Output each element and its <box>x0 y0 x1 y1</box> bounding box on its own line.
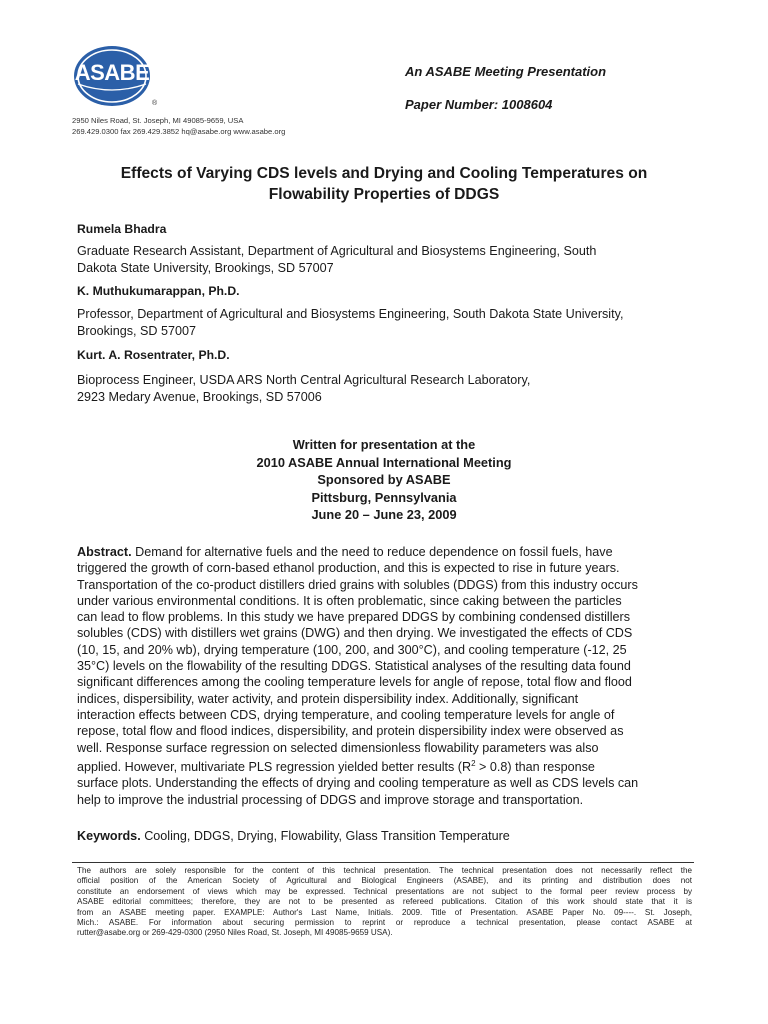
meeting-line: Sponsored by ASABE <box>317 472 451 487</box>
abstract-line <box>77 756 717 775</box>
r-squared-superscript: 2 <box>471 758 476 768</box>
affiliation-line: Brookings, SD 57007 <box>77 324 197 338</box>
meeting-line: June 20 – June 23, 2009 <box>311 507 457 522</box>
meeting-line: 2010 ASABE Annual International Meeting <box>256 454 512 470</box>
abstract-line: under various environmental conditions. It is often problematic, since caking between the particles <box>77 593 622 608</box>
title-line: Effects of Varying CDS levels and Drying and Cooling Temperatures on <box>120 165 648 182</box>
abstract-text: applied. However, multivariate PLS regression yielded better results (R <box>77 760 472 775</box>
title-line: Flowability Properties of DDGS <box>268 186 500 203</box>
abstract-line: help to improve the industrial processing of DDGS and improve storage and transportation. <box>77 792 584 807</box>
abstract-line <box>77 544 717 560</box>
address-line: 2950 Niles Road, St. Joseph, MI 49085-9659, USA <box>72 116 244 125</box>
meeting-line: Pittsburg, Pennsylvania <box>311 489 457 505</box>
affiliation-line: Professor, Department of Agricultural and Biosystems Engineering, South Dakota State University, <box>77 307 624 321</box>
meeting-info <box>160 436 608 524</box>
abstract-line: indices, dispersibility, water activity, and protein dispersibility index. Additionally, significant <box>77 691 579 706</box>
author-name: Kurt. A. Rosentrater, Ph.D. <box>77 348 230 362</box>
disclaimer-line: ASABE editorial committees; therefore, they are not to be presented as refereed publications. Citation of this work should state that it is <box>77 897 692 907</box>
abstract-line: surface plots. Understanding the effects of drying and cooling temperature as well as CDS levels can <box>77 776 639 791</box>
paper-number: Paper Number: 1008604 <box>405 97 553 112</box>
keywords-label: Keywords. <box>77 829 141 843</box>
disclaimer-line: constitute an endorsement of views which may be expressed. Technical presentations are not subject to the formal peer review process by <box>77 886 692 896</box>
disclaimer-line: rutter@asabe.org or 269-429-0300 (2950 Niles Road, St. Joseph, MI 49085-9659 USA). <box>77 928 393 938</box>
disclaimer-line: from an ASABE meeting paper. EXAMPLE: Author's Last Name, Initials. 2009. Title of Presentation. ASABE Paper No. 09----. St. Joseph, <box>77 907 692 917</box>
asabe-logo-block <box>72 44 342 137</box>
abstract-line: 35°C) levels on the flowability of the resulting DDGS. Statistical analyses of the resulting data found <box>77 659 631 674</box>
abstract-text: > 0.8) than response <box>475 760 595 775</box>
affiliation-line: Bioprocess Engineer, USDA ARS North Central Agricultural Research Laboratory, <box>77 373 531 387</box>
abstract-line: solubles (CDS) with distillers wet grains (DWG) and then drying. We investigated the effects of CDS <box>77 626 633 641</box>
author-name: Rumela Bhadra <box>77 222 167 236</box>
abstract-line: Transportation of the co-product distillers dried grains with solubles (DDGS) from this industry occurs <box>77 577 638 592</box>
keywords-text: Cooling, DDGS, Drying, Flowability, Glass Transition Temperature <box>140 829 510 843</box>
disclaimer-line: Mich.: ASABE. For information about securing permission to reprint or reproduce a technical presentation, please contact ASABE at <box>77 918 692 928</box>
address-block <box>72 115 342 137</box>
abstract-text: Demand for alternative fuels and the need to reduce dependence on fossil fuels, have <box>131 545 613 559</box>
author-affiliation <box>77 372 697 406</box>
author-name: K. Muthukumarappan, Ph.D. <box>77 284 240 298</box>
registered-mark: ® <box>152 100 158 107</box>
logo-text: ASABE <box>74 60 150 85</box>
author-affiliation <box>77 306 697 340</box>
affiliation-line: 2923 Medary Avenue, Brookings, SD 57006 <box>77 390 322 404</box>
meeting-presentation-label: An ASABE Meeting Presentation <box>405 64 607 79</box>
divider <box>72 862 694 863</box>
paper-title <box>60 163 708 205</box>
abstract-line: significant differences among the cooling temperature levels for angle of repose, total flow and flood <box>77 675 632 690</box>
abstract-line: can lead to flow problems. In this study we have prepared DDGS by combining condensed distillers <box>77 610 631 625</box>
abstract-line: triggered the growth of corn-based ethanol production, and this is expected to rise in future years. <box>77 561 620 576</box>
abstract <box>77 544 717 808</box>
keywords <box>77 829 510 843</box>
disclaimer <box>77 866 692 939</box>
disclaimer-line: The authors are solely responsible for the content of this technical presentation. The technical presentation does not necessarily reflect the <box>77 866 692 875</box>
disclaimer-line: official position of the American Society of Agricultural and Biological Engineers (ASABE), and its printing and distribution does not <box>77 876 692 886</box>
asabe-logo <box>72 44 160 110</box>
author-affiliation <box>77 243 697 277</box>
affiliation-line: Graduate Research Assistant, Department of Agricultural and Biosystems Engineering, South <box>77 244 597 258</box>
abstract-line: interaction effects between CDS, drying temperature, and cooling temperature levels for angle of <box>77 707 615 722</box>
abstract-label: Abstract. <box>77 545 132 559</box>
meeting-line: Written for presentation at the <box>292 437 476 452</box>
abstract-line: repose, total flow and flood indices, dispersibility, and protein dispersibility index were observed as <box>77 724 624 739</box>
abstract-line: well. Response surface regression on selected dimensionless flowability parameters was also <box>77 740 599 755</box>
affiliation-line: Dakota State University, Brookings, SD 57007 <box>77 261 334 275</box>
contact-line: 269.429.0300 fax 269.429.3852 hq@asabe.org www.asabe.org <box>72 127 286 136</box>
abstract-line: (10, 15, and 20% wb), drying temperature (100, 200, and 300°C), and cooling temperature (-12, 25 <box>77 642 627 657</box>
